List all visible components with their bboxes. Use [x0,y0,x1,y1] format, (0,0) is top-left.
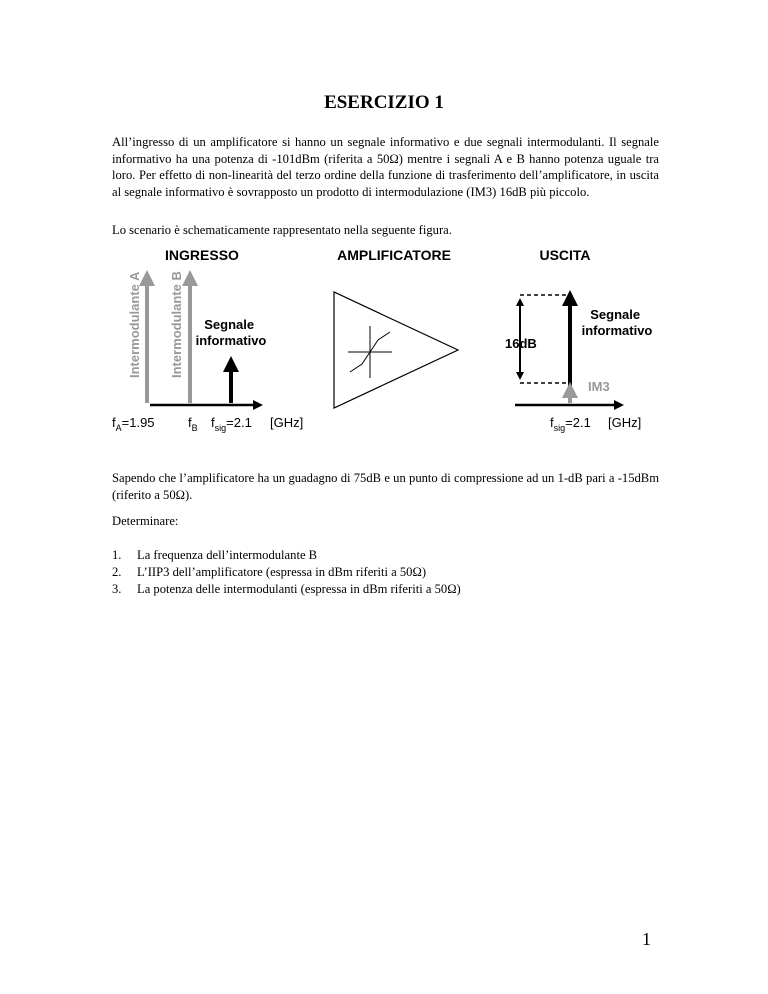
fa-label: $f_A=1.95$ [112,415,155,433]
delta-label: 16dB [505,336,537,351]
interferer-a-label: Intermodulante A [127,271,142,378]
item-number: 2. [112,565,122,579]
section-amplifier-label: AMPLIFICATORE [337,247,451,263]
section-input-label: INGRESSO [165,247,239,263]
interferer-b-label: Intermodulante B [169,271,184,378]
output-unit-label: [GHz] [608,415,642,430]
page-title: ESERCIZIO 1 [324,92,444,113]
figure-intro-paragraph: Lo scenario è schematicamente rappresentato nella seguente figura. [112,223,452,237]
fsig-output-label: $f_{sig}=2.1$ [550,415,591,433]
fsig-input-label: $f_{sig}=2.1$ [211,415,252,433]
output-signal-label: Segnale informativo [581,307,653,338]
item-text: L’IIP3 dell’amplificatore (espressa in dBm riferiti a 50Ω) [137,565,427,579]
item-text: La frequenza dell’intermodulante B [137,548,318,562]
list-item [112,547,461,564]
questions-list [112,547,461,598]
intro-paragraph: All’ingresso di un amplificatore si hanno un segnale informativo e due segnali intermodulanti. Il segnale informativo ha una potenza di -101dBm (riferita a 50Ω) mentre i segnali A e B hanno potenza uguale tra loro. Per effetto di non-linearità del terzo ordine della funzione di trasferimento dell’amplificatore, in uscita al segnale informativo è sovrapposto un prodotto di intermodulazione (IM3) 16dB più piccolo. [112,135,659,199]
list-item [112,564,461,581]
input-signal-label: Segnale informativo [195,317,267,348]
section-output-label: USCITA [539,247,591,263]
list-item [112,581,461,598]
fb-label: $f_B$ [188,415,198,433]
item-number: 1. [112,548,122,562]
spectrum-figure [0,240,768,440]
nonlinearity-symbol [348,326,392,378]
item-text: La potenza delle intermodulanti (espressa in dBm riferiti a 50Ω) [137,582,461,596]
page-number: 1 [642,929,651,949]
amplifier-triangle [334,292,458,408]
item-number: 3. [112,582,122,596]
determine-label: Determinare: [112,514,179,528]
data-paragraph: Sapendo che l’amplificatore ha un guadagno di 75dB e un punto di compressione ad un 1-dB pari a -15dBm (riferito a 50Ω). [112,471,659,502]
im3-label: IM3 [588,379,610,394]
input-unit-label: [GHz] [270,415,304,430]
